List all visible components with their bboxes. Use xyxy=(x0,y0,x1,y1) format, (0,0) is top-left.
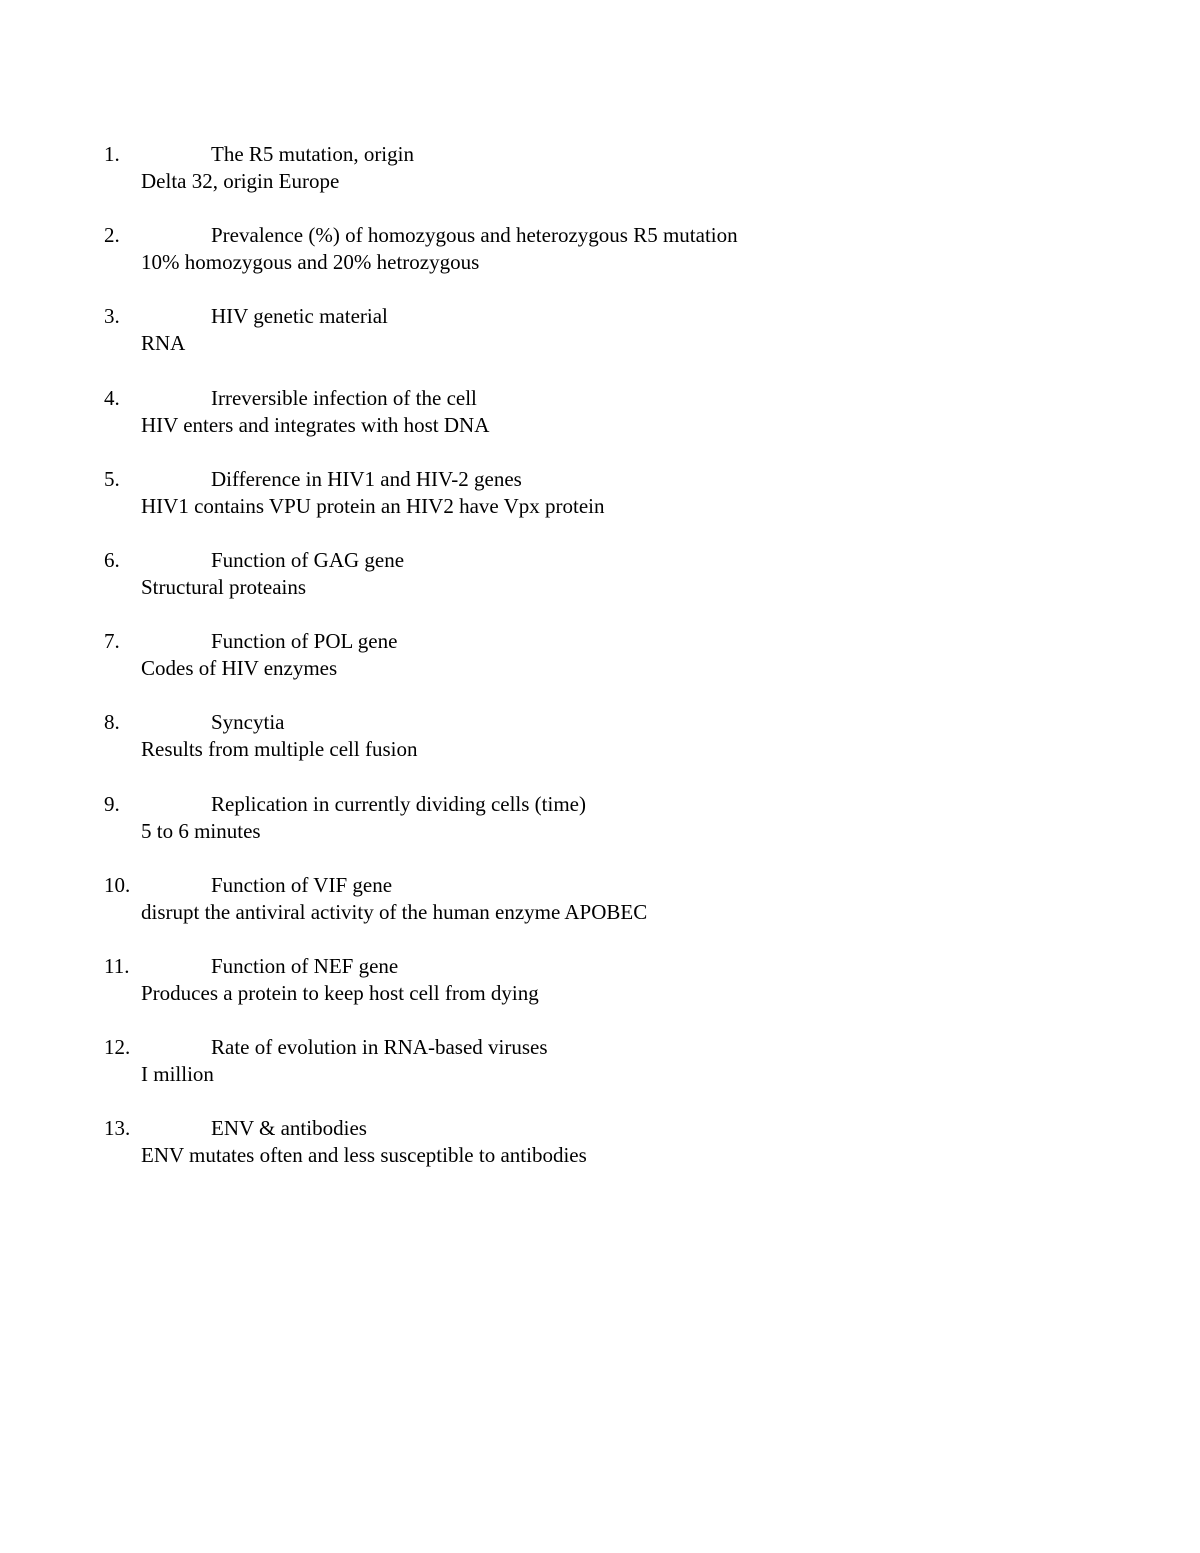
question-text: ENV & antibodies xyxy=(211,1116,367,1141)
answer-text: 10% homozygous and 20% hetrozygous xyxy=(141,250,480,275)
item-number: 5. xyxy=(104,466,120,491)
answer-text: Results from multiple cell fusion xyxy=(141,737,418,762)
answer-text: I million xyxy=(141,1062,214,1087)
list-item xyxy=(0,872,1200,953)
question-text: Function of GAG gene xyxy=(211,547,405,572)
question-line xyxy=(0,547,1200,574)
answer-text: HIV enters and integrates with host DNA xyxy=(141,412,490,437)
question-line xyxy=(0,222,1200,249)
answer-text: RNA xyxy=(141,331,186,356)
list-item xyxy=(0,466,1200,547)
answer-text: HIV1 contains VPU protein an HIV2 have Vpx protein xyxy=(141,493,605,518)
item-number: 6. xyxy=(104,547,120,572)
question-line xyxy=(0,303,1200,330)
question-line xyxy=(0,872,1200,899)
question-line xyxy=(0,709,1200,736)
question-text: Rate of evolution in RNA-based viruses xyxy=(211,1035,548,1060)
question-text: HIV genetic material xyxy=(211,304,388,329)
question-text: Function of VIF gene xyxy=(211,872,393,897)
question-line xyxy=(0,1115,1200,1142)
item-number: 12. xyxy=(104,1035,131,1060)
list-item xyxy=(0,141,1200,222)
item-number: 4. xyxy=(104,385,120,410)
item-number: 10. xyxy=(104,872,131,897)
question-line xyxy=(0,466,1200,493)
question-line xyxy=(0,791,1200,818)
list-item xyxy=(0,222,1200,303)
question-line xyxy=(0,385,1200,412)
answer-text: Delta 32, origin Europe xyxy=(141,169,340,193)
answer-text: 5 to 6 minutes xyxy=(141,818,261,843)
item-number: 3. xyxy=(104,304,120,329)
answer-text: ENV mutates often and less susceptible to antibodies xyxy=(141,1143,587,1168)
question-text: Prevalence (%) of homozygous and heterozygous R5 mutation xyxy=(211,223,738,248)
item-number: 13. xyxy=(104,1116,131,1141)
question-answer-list xyxy=(0,141,1200,1196)
question-text: Irreversible infection of the cell xyxy=(211,385,477,410)
list-item xyxy=(0,709,1200,790)
item-number: 2. xyxy=(104,223,120,248)
item-number: 1. xyxy=(104,142,120,166)
item-number: 7. xyxy=(104,629,120,654)
item-number: 9. xyxy=(104,791,120,816)
answer-text: disrupt the antiviral activity of the human enzyme APOBEC xyxy=(141,899,648,924)
question-line xyxy=(0,953,1200,980)
answer-text: Produces a protein to keep host cell from dying xyxy=(141,980,539,1005)
question-text: Difference in HIV1 and HIV-2 genes xyxy=(211,466,522,491)
list-item xyxy=(0,303,1200,384)
list-item xyxy=(0,547,1200,628)
question-line xyxy=(0,141,1200,168)
question-text: Replication in currently dividing cells (time) xyxy=(211,791,586,816)
question-text: Function of NEF gene xyxy=(211,953,399,978)
question-line xyxy=(0,1034,1200,1061)
question-line xyxy=(0,628,1200,655)
question-text: Function of POL gene xyxy=(211,629,398,654)
item-number: 8. xyxy=(104,710,120,735)
item-number: 11. xyxy=(104,953,130,978)
list-item xyxy=(0,1115,1200,1196)
answer-text: Structural proteains xyxy=(141,574,307,599)
list-item xyxy=(0,791,1200,872)
list-item xyxy=(0,953,1200,1034)
question-text: The R5 mutation, origin xyxy=(211,142,414,166)
list-item xyxy=(0,385,1200,466)
list-item xyxy=(0,628,1200,709)
list-item xyxy=(0,1034,1200,1115)
answer-text: Codes of HIV enzymes xyxy=(141,656,338,681)
question-text: Syncytia xyxy=(211,710,285,735)
